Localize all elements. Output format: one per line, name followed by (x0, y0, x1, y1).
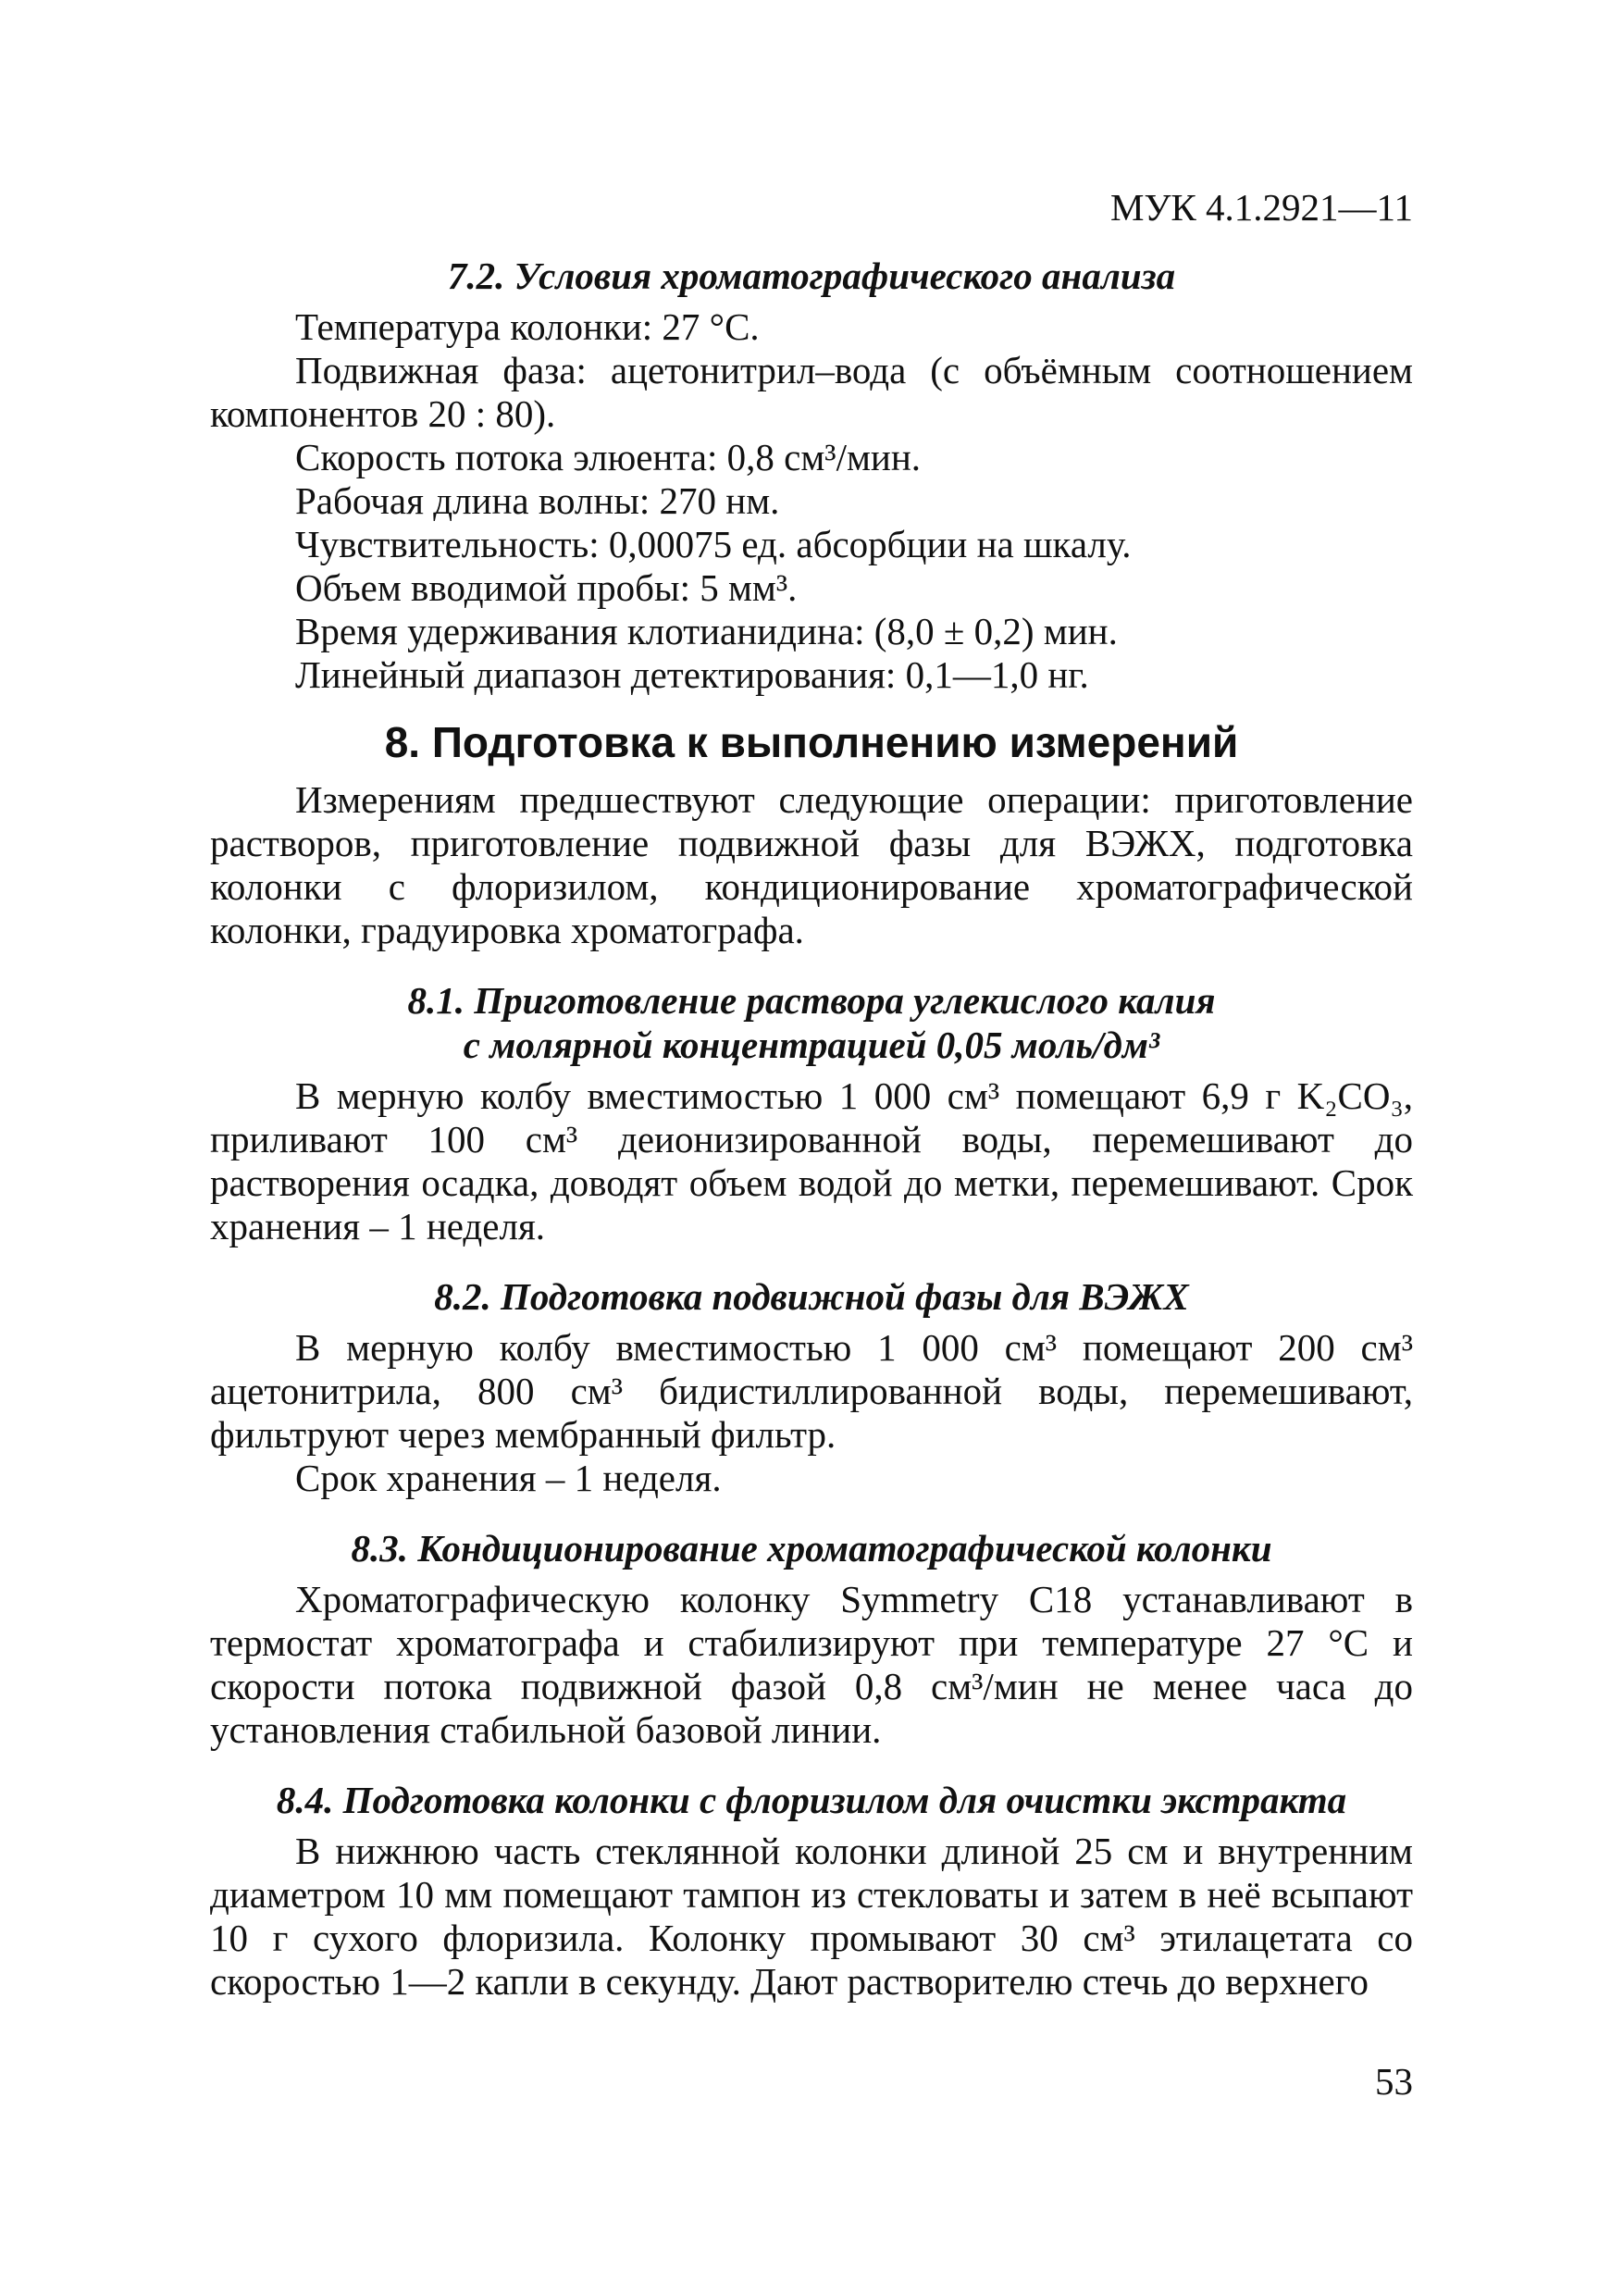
section-8-3-title: 8.3. Кондиционирование хроматографической колонки (351, 1527, 1272, 1570)
sensitivity: Чувствительность: 0,00075 ед. абсорбции на шкалу. (295, 523, 1132, 565)
section-8-3-text: Хроматографическую колонку Symmetry C18 устанавливают в термостат хроматографа и стабилизируют при температуре 27 °С и скорости потока подвижной фазой 0,8 см³/мин не менее часа до установления стабильной базовой линии. (210, 1578, 1413, 1751)
section-8-1-title-line1: 8.1. Приготовление раствора углекислого калия (407, 979, 1216, 1022)
document-code-header: МУК 4.1.2921—11 (1109, 186, 1413, 229)
section-8-1-text: В мерную колбу вместимостью 1 000 см³ помещают 6,9 г K₂CO₃, приливают 100 см³ деионизированной воды, перемешивают до растворения осадка, доводят объем водой до метки, перемешивают. Срок хранения – 1 неделя. (210, 1074, 1413, 1247)
mobile-phase: Подвижная фаза: ацетонитрил–вода (с объёмным соотношением компонентов 20 : 80). (210, 349, 1413, 435)
section-8-2-text: В мерную колбу вместимостью 1 000 см³ помещают 200 см³ ацетонитрила, 800 см³ бидистиллированной воды, перемешивают, фильтруют через мембранный фильтр. (210, 1326, 1413, 1456)
section-8-text: Измерениям предшествуют следующие операции: приготовление растворов, приготовление подвижной фазы для ВЭЖХ, подготовка колонки с флоризилом, кондиционирование хроматографической колонки, градуировка хроматографа. (210, 778, 1413, 951)
injection-volume: Объем вводимой пробы: 5 мм³. (295, 566, 798, 609)
section-8-2-storage: Срок хранения – 1 неделя. (295, 1457, 722, 1499)
section-7-2-title: 7.2. Условия хроматографического анализа (447, 254, 1176, 297)
section-8-title: 8. Подготовка к выполнению измерений (384, 718, 1239, 766)
document-page (210, 185, 1413, 2004)
section-8-2-title: 8.2. Подготовка подвижной фазы для ВЭЖХ (434, 1275, 1189, 1318)
column-temperature: Температура колонки: 27 °С. (295, 305, 760, 348)
section-8-1-title-line2: с молярной концентрацией 0,05 моль/дм³ (463, 1024, 1160, 1066)
retention-time: Время удерживания клотианидина: (8,0 ± 0,2) мин. (295, 610, 1118, 652)
linear-range: Линейный диапазон детектирования: 0,1—1,0 нг. (295, 653, 1089, 696)
wavelength: Рабочая длина волны: 270 нм. (295, 479, 780, 522)
section-8-4-text: В нижнюю часть стеклянной колонки длиной 25 см и внутренним диаметром 10 мм помещают тампон из стекловаты и затем в неё всыпают 10 г сухого флоризила. Колонку промывают 30 см³ этилацетата со скоростью 1—2 капли в секунду. Дают растворителю стечь до верхнего (210, 1830, 1413, 2003)
section-8-4-title: 8.4. Подготовка колонки с флоризилом для очистки экстракта (276, 1779, 1347, 1821)
page-number: 53 (1375, 2060, 1413, 2103)
flow-rate: Скорость потока элюента: 0,8 см³/мин. (295, 436, 922, 478)
